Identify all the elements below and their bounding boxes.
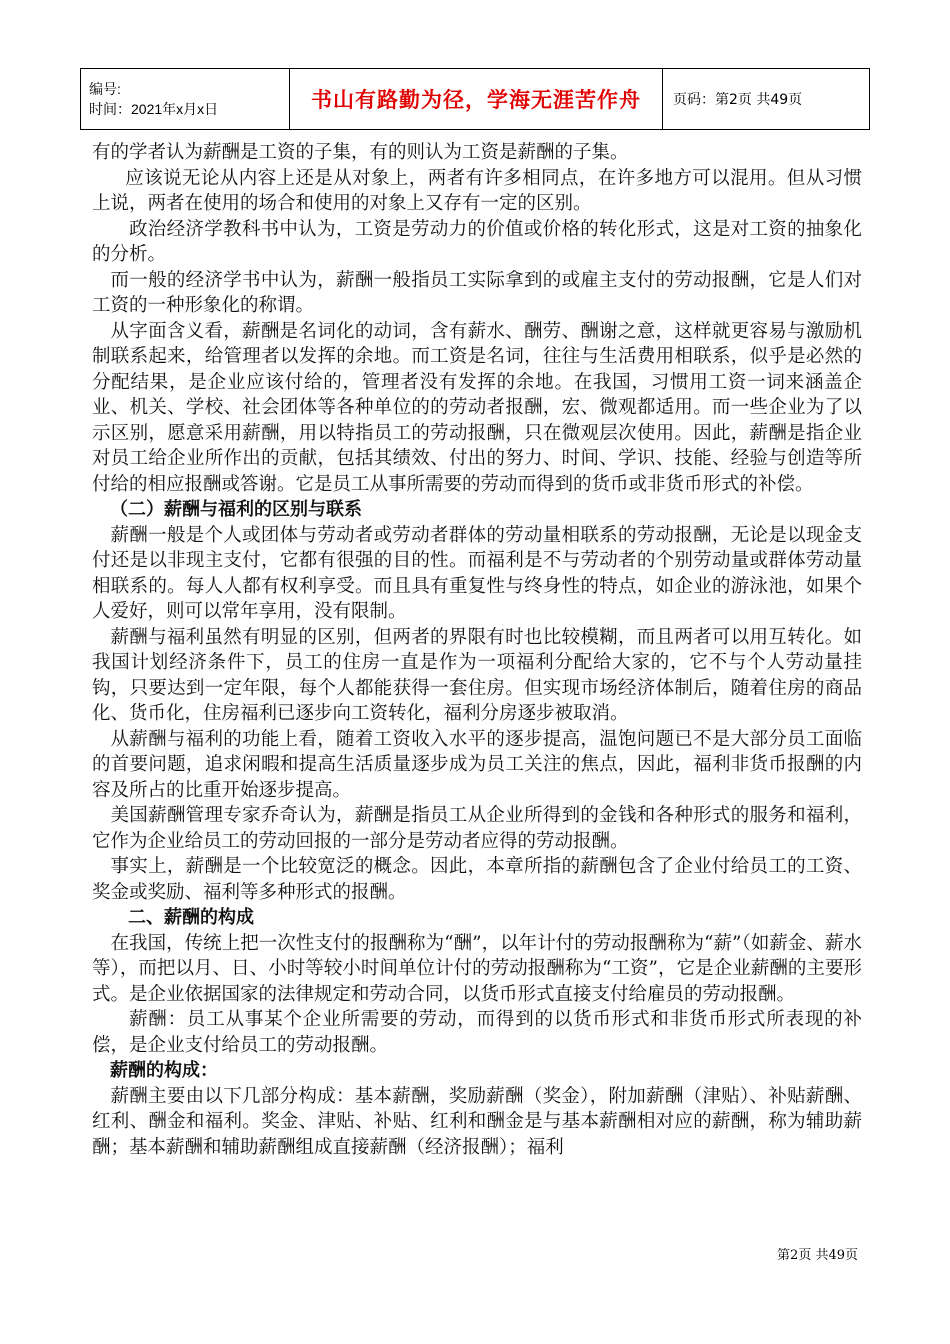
section-heading: 二、薪酬的构成	[128, 907, 254, 928]
page-footer: 第2页 共49页	[777, 1248, 858, 1263]
paragraph: 薪酬：员工从事某个企业所需要的劳动，而得到的以货币形式和非货币形式所表现的补偿，是企业支付给员工的劳动报酬。	[92, 1009, 862, 1056]
paragraph: 有的学者认为薪酬是工资的子集，有的则认为工资是薪酬的子集。	[92, 142, 629, 163]
header-page-info: 页码：第2页 共49页	[663, 69, 870, 130]
header-motto: 书山有路勤为径，学海无涯苦作舟	[290, 69, 663, 130]
header-table	[80, 68, 870, 130]
document-number-label: 编号:	[89, 81, 121, 97]
paragraph: 而一般的经济学书中认为，薪酬一般指员工实际拿到的或雇主支付的劳动报酬，它是人们对工资的一种形象化的称谓。	[92, 269, 862, 316]
paragraph: 事实上，薪酬是一个比较宽泛的概念。因此，本章所指的薪酬包含了企业付给员工的工资、奖金或奖励、福利等多种形式的报酬。	[92, 856, 862, 903]
paragraph: 薪酬与福利虽然有明显的区别，但两者的界限有时也比较模糊，而且两者可以用互转化。如我国计划经济条件下，员工的住房一直是作为一项福利分配给大家的，它不与个人劳动量挂钩，只要达到一定年限，每个人都能获得一套住房。但实现市场经济体制后，随着住房的商品化、货币化，住房福利已逐步向工资转化，福利分房逐步被取消。	[92, 626, 862, 724]
paragraph: 从字面含义看，薪酬是名词化的动词，含有薪水、酬劳、酬谢之意，这样就更容易与激励机制联系起来，给管理者以发挥的余地。而工资是名词，往往与生活费用相联系，似乎是必然的分配结果，是企业应该付给的，管理者没有发挥的余地。在我国，习惯用工资一词来涵盖企业、机关、学校、社会团体等各种单位的的劳动者报酬，宏、微观都适用。而一些企业为了以示区别，愿意采用薪酬，用以特指员工的劳动报酬，只在微观层次使用。因此，薪酬是指企业对员工给企业所作出的贡献，包括其绩效、付出的努力、时间、学识、技能、经验与创造等所付给的相应报酬或答谢。它是员工从事所需要的劳动而得到的货币或非货币形式的补偿。	[92, 320, 862, 495]
header-left-cell	[81, 69, 290, 130]
document-body	[92, 140, 862, 1160]
paragraph: 应该说无论从内容上还是从对象上，两者有许多相同点，在许多地方可以混用。但从习惯上说，两者在使用的场合和使用的对象上又存有一定的区别。	[92, 167, 862, 214]
paragraph: 政治经济学教科书中认为，工资是劳动力的价值或价格的转化形式，这是对工资的抽象化的分析。	[92, 218, 862, 265]
paragraph: 从薪酬与福利的功能上看，随着工资收入水平的逐步提高，温饱问题已不是大部分员工面临的首要问题，追求闲暇和提高生活质量逐步成为员工关注的焦点，因此，福利非货币报酬的内容及所占的比重开始逐步提高。	[92, 728, 862, 801]
paragraph: 在我国，传统上把一次性支付的报酬称为“酬”，以年计付的劳动报酬称为“薪”（如薪金、薪水等），而把以月、日、小时等较小时间单位计付的劳动报酬称为“工资”，它是企业薪酬的主要形式。是企业依据国家的法律规定和劳动合同，以货币形式直接支付给雇员的劳动报酬。	[92, 932, 862, 1005]
section-heading: 薪酬的构成：	[110, 1060, 218, 1081]
paragraph: 美国薪酬管理专家乔奇认为，薪酬是指员工从企业所得到的金钱和各种形式的服务和福利，它作为企业给员工的劳动回报的一部分是劳动者应得的劳动报酬。	[92, 805, 862, 852]
section-heading: （二）薪酬与福利的区别与联系	[110, 499, 362, 520]
paragraph: 薪酬一般是个人或团体与劳动者或劳动者群体的劳动量相联系的劳动报酬，无论是以现金支付还是以非现主支付，它都有很强的目的性。而福利是不与劳动者的个别劳动量或群体劳动量相联系的。每人人都有权利享受。而且具有重复性与终身性的特点，如企业的游泳池，如果个人爱好，则可以常年享用，没有限制。	[92, 524, 862, 622]
document-time-label: 时间：2021年x月x日	[89, 101, 219, 117]
paragraph: 薪酬主要由以下几部分构成：基本薪酬，奖励薪酬（奖金），附加薪酬（津贴）、补贴薪酬、红利、酬金和福利。奖金、津贴、补贴、红利和酬金是与基本薪酬相对应的薪酬，称为辅助薪酬；基本薪酬和辅助薪酬组成直接薪酬（经济报酬）；福利	[92, 1085, 862, 1158]
